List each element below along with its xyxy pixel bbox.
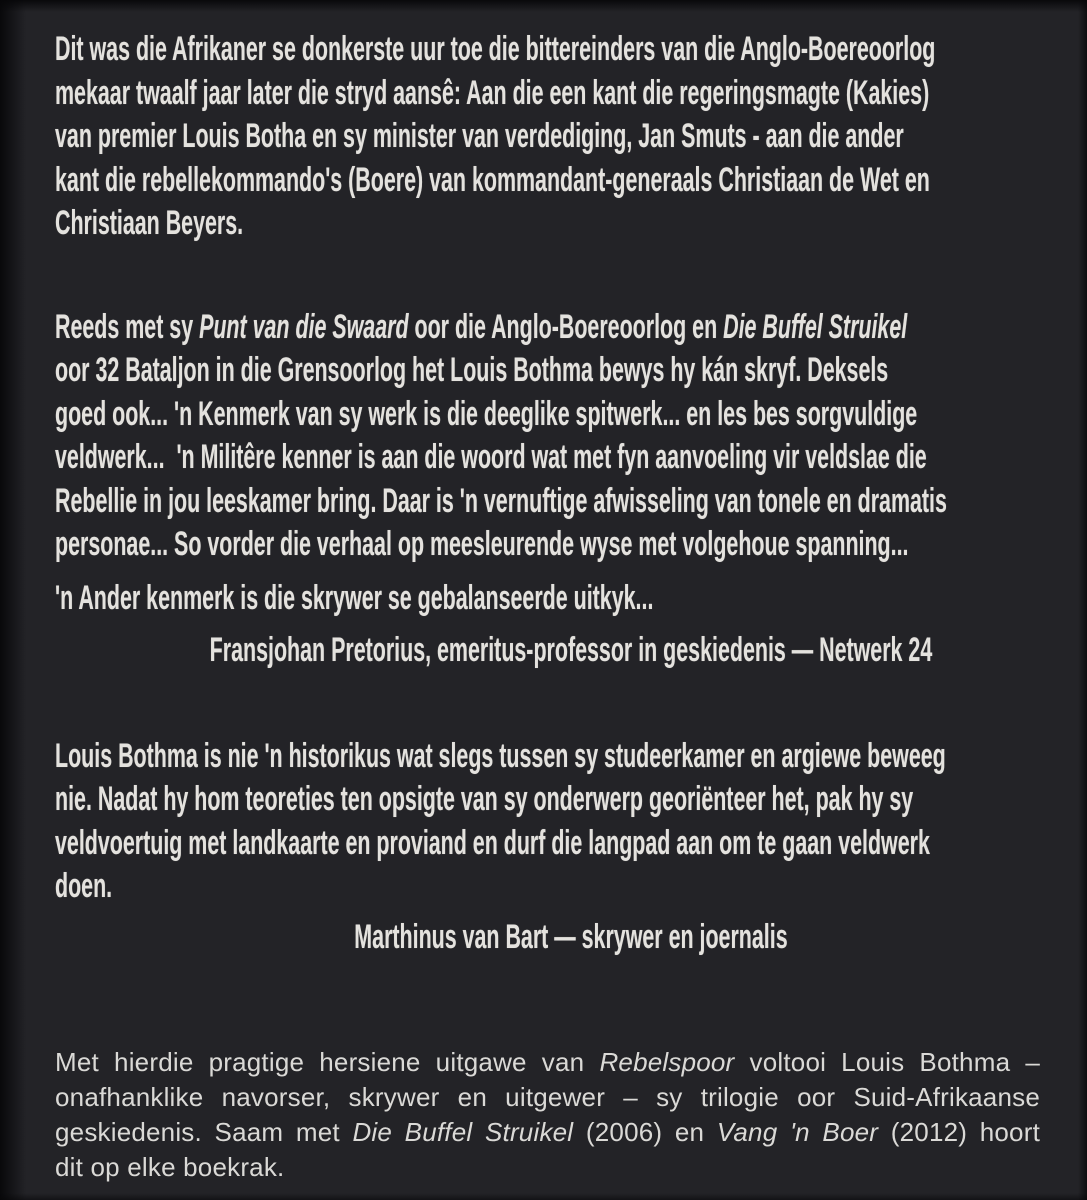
text-segment: (2012) hoort (878, 1117, 1041, 1147)
attribution-vanbart (55, 916, 1087, 960)
text-line (55, 1045, 1040, 1080)
text-segment: veldvoertuig met landkaarte en proviand en durf die langpad aan om te gaan veldwerk (55, 823, 930, 862)
text-line (55, 865, 1087, 909)
text-segment: Marthinus van Bart — skrywer en joernalis (354, 917, 788, 956)
book-title-italic-segment: Die Buffel Struikel (723, 307, 908, 346)
text-line (55, 115, 1087, 159)
text-segment: Christiaan Beyers. (55, 204, 244, 242)
text-line (55, 778, 1087, 822)
review-quote-paragraph (55, 306, 1087, 567)
text-line (55, 159, 1087, 203)
text-line (55, 916, 1087, 960)
text-line (55, 202, 1087, 246)
intro-paragraph (55, 28, 1087, 246)
text-line (55, 306, 1087, 350)
text-line (55, 822, 1087, 866)
text-line (55, 393, 1087, 437)
text-segment: voltooi Louis Bothma – (734, 1047, 1040, 1077)
text-segment: van premier Louis Botha en sy minister van verdediging, Jan Smuts - aan die ander (55, 117, 904, 155)
book-title-italic-segment: Punt van die Swaard (199, 307, 409, 346)
text-line (55, 436, 1087, 480)
text-segment: doen. (55, 867, 113, 905)
text-segment: Met hierdie pragtige hersiene uitgawe van (55, 1047, 600, 1077)
text-line (55, 28, 1087, 72)
text-segment: oor die Anglo-Boereoorlog en (408, 307, 724, 346)
attribution-pretorius (55, 629, 1087, 673)
publisher-blurb-paragraph (55, 1045, 1040, 1185)
text-line (55, 523, 1087, 567)
text-segment: Louis Bothma is nie 'n historikus wat slegs tussen sy studeerkamer en argiewe beweeg (55, 736, 946, 775)
text-segment: geskiedenis. Saam met (55, 1117, 353, 1147)
text-segment: veldwerk... 'n Militêre kenner is aan die woord wat met fyn aanvoeling vir veldslae die (55, 438, 927, 476)
text-segment: dit op elke boekrak. (55, 1152, 285, 1182)
text-segment: personae... So vorder die verhaal op meesleurende wyse met volgehoue spanning... (55, 525, 909, 563)
book-title-italic-segment: Vang 'n Boer (716, 1117, 879, 1147)
text-line (55, 1115, 1040, 1150)
review-quote-closing-line (55, 577, 1087, 621)
text-segment: kant die rebellekommando's (Boere) van kommandant-generaals Christiaan de Wet en (55, 160, 930, 199)
text-segment: (2006) en (573, 1117, 717, 1147)
book-title-italic-segment: Rebelspoor (599, 1047, 735, 1077)
text-line (55, 1150, 1040, 1185)
text-segment: Rebellie in jou leeskamer bring. Daar is 'n vernuftige afwisseling van tonele en dramatis (55, 481, 947, 520)
text-line (55, 349, 1087, 393)
text-segment: nie. Nadat hy hom teoreties ten opsigte van sy onderwerp georiënteer het, pak hy sy (55, 780, 914, 818)
text-line (55, 629, 1087, 673)
text-segment: Reeds met sy (55, 307, 200, 346)
text-segment: 'n Ander kenmerk is die skrywer se gebalanseerde uitkyk... (55, 578, 654, 617)
text-segment: mekaar twaalf jaar later die stryd aansê: Aan die een kant die regeringsmagte (Kakies) (55, 73, 930, 112)
back-cover-content (0, 28, 1087, 1185)
text-segment: goed ook... 'n Kenmerk van sy werk is die deeglike spitwerk... en les bes sorgvuldige (55, 394, 918, 433)
text-line (55, 1080, 1040, 1115)
review-quote-vanbart-paragraph (55, 735, 1087, 909)
text-line (55, 72, 1087, 116)
scan-edge-shadow-top (0, 0, 1087, 12)
text-segment: oor 32 Bataljon in die Grensoorlog het Louis Bothma bewys hy kán skryf. Deksels (55, 351, 889, 389)
text-line (55, 577, 1087, 621)
text-segment: onafhanklike navorser, skrywer en uitgewer – sy trilogie oor Suid-Afrikaanse (55, 1082, 1040, 1112)
text-line (55, 735, 1087, 779)
scan-edge-shadow-bottom (0, 1193, 1087, 1200)
text-segment: Fransjohan Pretorius, emeritus-professor in geskiedenis — Netwerk 24 (209, 631, 933, 669)
book-title-italic-segment: Die Buffel Struikel (352, 1117, 574, 1147)
text-line (55, 480, 1087, 524)
text-segment: Dit was die Afrikaner se donkerste uur toe die bittereinders van die Anglo-Boereoorlog (55, 30, 936, 68)
